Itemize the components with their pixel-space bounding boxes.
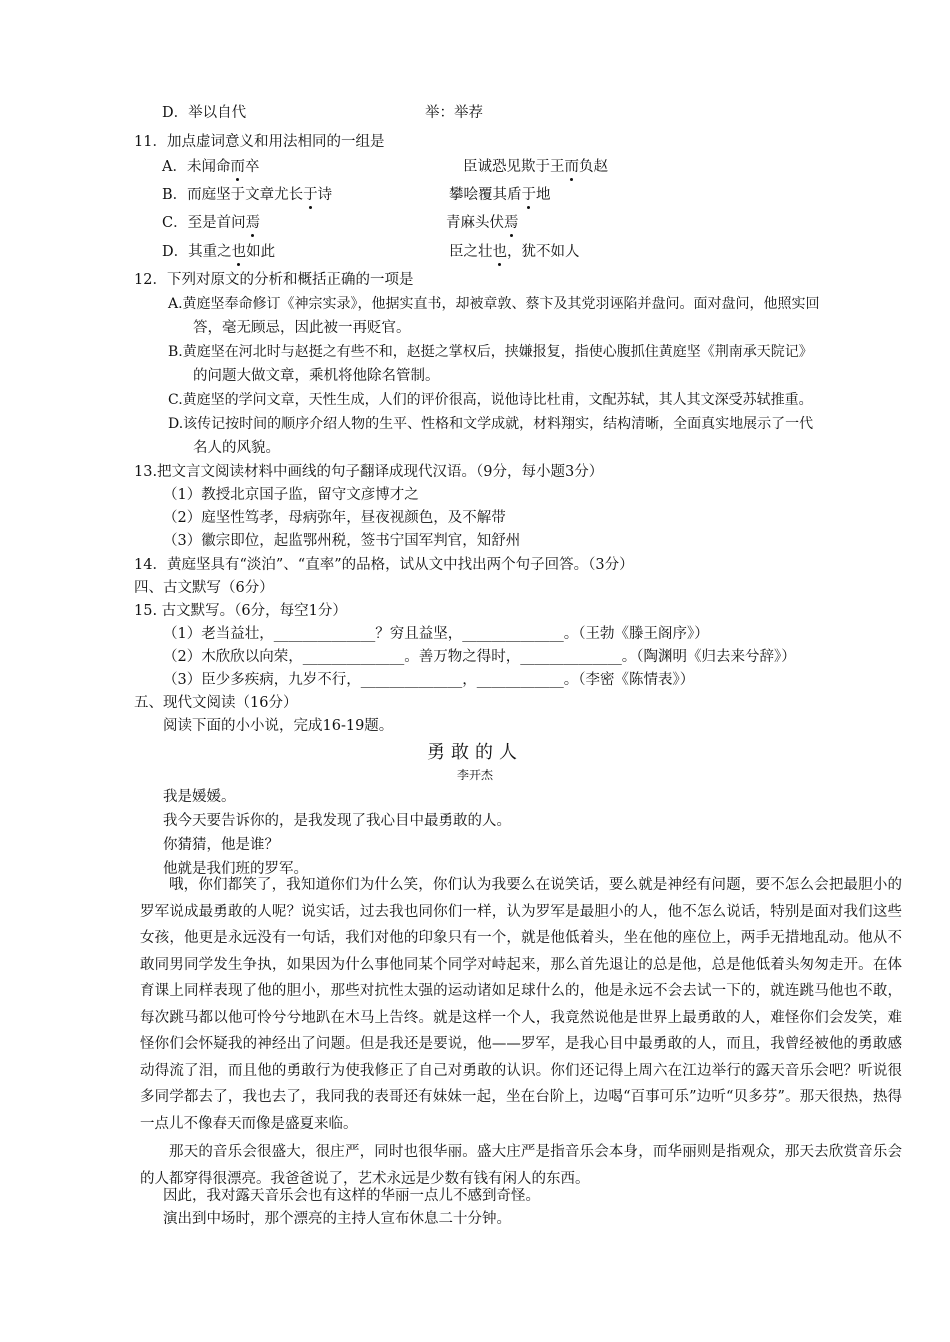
story-paragraph-5: 哦，你们都笑了，我知道你们为什么笑，你们认为我要么在说笑话，要么就是神经有问题，要不怎么会把最胆小的罗军说成最勇敢的人呢？说实话，过去我也同你们一样，认为罗军是最胆小的人，他不怎么说话，特别是面对我们这些女孩，他更是永远没有一句话，我们对他的印象只有一个，就是他低着头，坐在他的座位上，两手无措地乱动。他从不敢同男同学发生争执，如果因为什么事他同某个同学对峙起来，那么首先退让的总是他，总是他低着头匆匆走开。在体育课上同样表现了他的胆小，那些对抗性太强的运动诸如足球什么的，他是永远不会去试一下的，就连跳马他也不敢，每次跳马都以他可怜兮兮地趴在木马上告终。就是这样一个人，我竟然说他是世界上最勇敢的人，难怪你们会发笑，难怪你们会怀疑我的神经出了问题。但是我还是要说，他——罗军，是我心目中最勇敢的人，而且，我曾经被他的勇敢感动得流了泪，而且他的勇敢行为使我修正了自己对勇敢的认识。你们还记得上周六在江边举行的露天音乐会吧？听说很多同学都去了，我也去了，我同我的表哥还有妹妹一起，坐在台阶上，边喝“百事可乐”边听“贝多芬”。那天很热，热得一点儿不像春天而像是盛夏来临。	[140, 877, 902, 1132]
q12-option-d-line1: D.该传记按时间的顺序介绍人物的生平、性格和文学成就，材料翔实，结构清晰，全面真实地展示了一代	[168, 416, 814, 432]
section-5-heading: 五、现代文阅读（16分）	[134, 695, 298, 711]
q10-option-d-gloss: 举：举荐	[425, 105, 483, 121]
q12-stem: 12．下列对原文的分析和概括正确的一项是	[134, 272, 414, 288]
q13-sentence-2: （2）庭坚性笃孝，母病弥年，昼夜视颜色，及不解带	[163, 510, 506, 526]
emphasis-dot-char: 焉	[245, 215, 261, 231]
emphasis-dot-char: 也	[231, 244, 247, 260]
story-paragraph-8: 演出到中场时，那个漂亮的主持人宣布休息二十分钟。	[163, 1211, 511, 1227]
q11-option-a-right: 臣诚恐见欺于王而负赵	[463, 159, 608, 175]
story-paragraph-6: 那天的音乐会很盛大，很庄严，同时也很华丽。盛大庄严是指音乐会本身，而华丽则是指观众，那天去欣赏音乐会的人都穿得很漂亮。我爸爸说了，艺术永远是少数有钱有闲人的东西。	[140, 1144, 902, 1187]
q11-option-b-left: B．而庭坚于文章尤长于诗	[162, 187, 333, 203]
story-author: 李开杰	[456, 768, 493, 782]
q11-stem: 11．加点虚词意义和用法相同的一组是	[134, 134, 385, 150]
q10-option-d: D．举以自代	[162, 105, 247, 121]
q11-option-d-right: 臣之壮也，犹不如人	[449, 244, 580, 260]
story-paragraph-2: 我今天要告诉你的，是我发现了我心目中最勇敢的人。	[163, 813, 511, 829]
q12-option-d-line2: 名人的风貌。	[193, 440, 280, 456]
emphasis-dot-char: 焉	[504, 215, 519, 231]
q11-option-d-left: D．其重之也如此	[162, 244, 276, 260]
q11-option-c-left: C．至是首问焉	[162, 215, 261, 231]
q13-sentence-1: （1）教授北京国子监，留守文彦博才之	[163, 487, 419, 503]
story-paragraph-1: 我是媛媛。	[163, 789, 236, 805]
story-paragraph-3: 你猜猜，他是谁？	[163, 837, 279, 853]
section-4-heading: 四、古文默写（6分）	[134, 580, 274, 596]
q14-stem: 14．黄庭坚具有“淡泊”、“直率”的品格，试从文中找出两个句子回答。（3分）	[134, 557, 634, 573]
emphasis-dot-char: 而	[564, 159, 579, 175]
q15-line-3: （3）臣少多疾病，九岁不行，______________，____________。（李密《陈情表》）	[163, 672, 695, 688]
story-title: 勇敢的人	[427, 742, 523, 763]
story-paragraph-7: 因此，我对露天音乐会也有这样的华丽一点儿不感到奇怪。	[163, 1188, 540, 1204]
q11-option-c-right: 青麻头伏焉	[446, 215, 519, 231]
q12-option-b-line2: 的问题大做文章，乘机将他除名管制。	[193, 368, 440, 384]
q12-option-a-line2: 答，毫无顾忌，因此被一再贬官。	[193, 320, 411, 336]
q13-stem: 13.把文言文阅读材料中画线的句子翻译成现代汉语。（9分，每小题3分）	[134, 464, 604, 480]
q15-line-1: （1）老当益壮，______________？穷且益坚，______________。（王勃《滕王阁序》）	[163, 626, 709, 642]
q15-line-2: （2）木欣欣以向荣，______________。善万物之得时，______________。（陶渊明《归去来兮辞》）	[163, 649, 796, 665]
q12-option-b-line1: B.黄庭坚在河北时与赵挺之有些不和，赵挺之掌权后，挟嫌报复，指使心腹抓住黄庭坚《荆南承天院记》	[168, 344, 813, 360]
emphasis-dot-char: 于	[521, 187, 536, 203]
story-paragraph-4: 他就是我们班的罗军。	[163, 861, 308, 877]
q12-option-a-line1: A.黄庭坚奉命修订《神宗实录》，他据实直书，却被章敦、蔡卞及其党羽诬陷并盘问。面对盘问，他照实回	[168, 296, 820, 312]
section-5-intro: 阅读下面的小小说，完成16-19题。	[163, 718, 394, 734]
q12-option-c: C.黄庭坚的学问文章，天性生成，人们的评价很高，说他诗比杜甫，文配苏轼，其人其文深受苏轼推重。	[168, 392, 813, 408]
emphasis-dot-char: 也	[492, 244, 507, 260]
q11-option-b-right: 攀哙覆其盾于地	[449, 187, 551, 203]
q15-stem: 15. 古文默写。（6分，每空1分）	[134, 603, 347, 619]
emphasis-dot-char: 而	[230, 159, 245, 175]
q13-sentence-3: （3）徽宗即位，起监鄂州税，签书宁国军判官，知舒州	[163, 533, 521, 549]
emphasis-dot-char: 于	[303, 187, 318, 203]
q11-option-a-left: A．未闻命而卒	[162, 159, 260, 175]
